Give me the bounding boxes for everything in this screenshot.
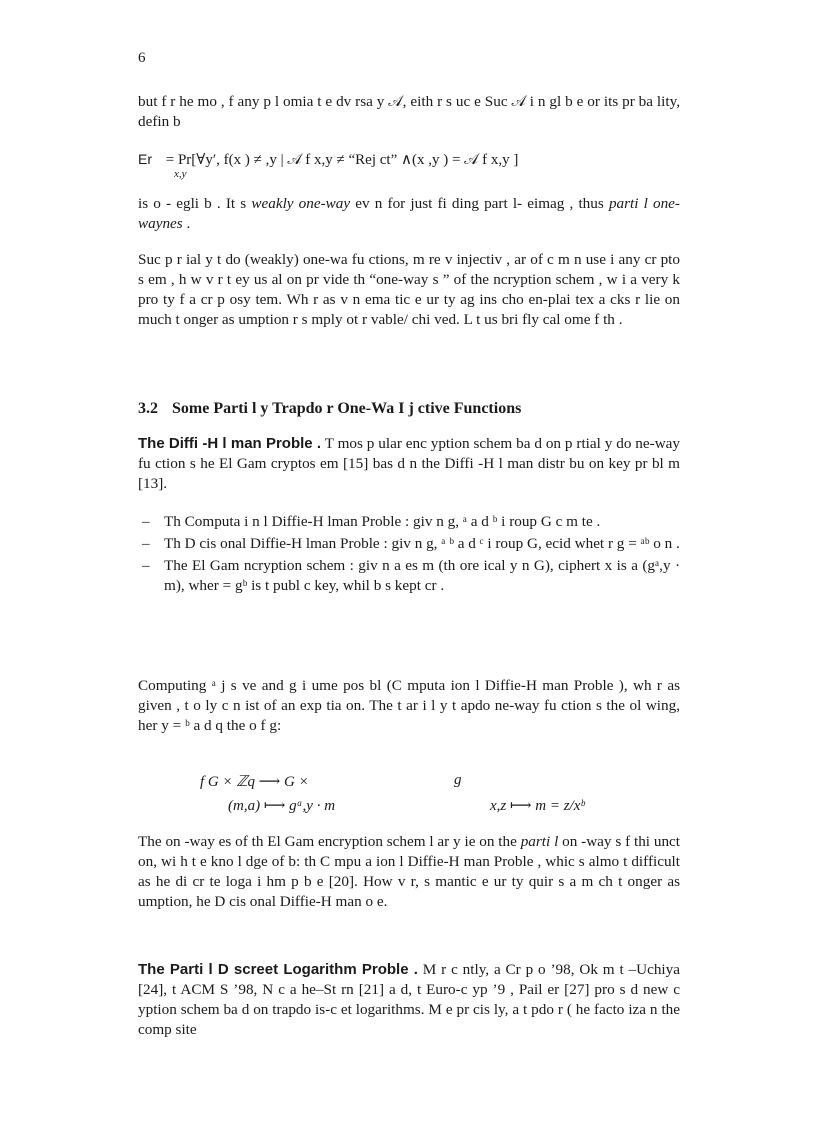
equation-elgamal-inverse-line1: g (454, 772, 462, 788)
problem-list (138, 512, 680, 596)
eq-subscript: x,y (174, 168, 187, 180)
paragraph-partial-oneway: is o - egli b . It s weakly one-way ev n for just fi ding part l- eimag , thus parti l one-waynes . (138, 195, 680, 232)
paragraph-el-gamal-security: The on -way es of th El Gam encryption schem l ar y ie on the parti l on -way s f thi unct on, wi h t e kno l dge of b: th C mpu a ion l Diffie-H man Proble , whic s almo t difficult as he di cr te loga i hm p b e [20]. How v r, s mantic e ur ty quir s a m ch t onger as umption, he D cis onal Diffie-H man o e. (138, 833, 680, 910)
equation-elgamal-inverse-line2: x,z ⟼ m = z/xᵇ (490, 798, 585, 814)
paragraph-el-gamal-trapdoor: Computing ᵃ j s ve and g i ume pos bl (C mputa ion l Diffie-H man Proble ), wh r as given , t o ly c n ist of an exp tia on. The t ar i l y t apdo ne-way fu ction s the ol wing, her y = ᵇ a d q the o f g: (138, 677, 680, 734)
diffie-hellman-heading: The Diffi -H l man Proble . (138, 435, 322, 452)
equation-elgamal-map-line1: f G × ℤq ⟶ G × (200, 774, 309, 790)
list-item: – Th D cis onal Diffie-H lman Proble : giv n g, ᵃ ᵇ a d ᶜ i roup G, ecid whet r g = ᵃᵇ o n . (142, 535, 680, 552)
eq-rhs: = Pr[∀y′, f(x ) ≠ ,y | 𝒜 f x,y ≠ “Rej ct” ∧(x ,y ) = 𝒜 f x,y ] (165, 152, 519, 168)
section-number: 3.2 (138, 400, 158, 417)
eq-lhs: Er (138, 151, 152, 167)
page-number: 6 (138, 50, 146, 66)
section-title: Some Parti l y Trapdo r One-Wa I j ctive Functions (172, 400, 522, 417)
paragraph-intro: but f r he mo , f any p l omia t e dv rsa y 𝒜, eith r s uc e Suc 𝒜 i n gl b e or its pr ba lity, defin b (138, 93, 680, 130)
equation-elgamal-map-line2: (m,a) ⟼ gᵃ,y · m (228, 798, 336, 814)
list-item: – Th Computa i n l Diffie-H lman Proble : giv n g, ᵃ a d ᵇ i roup G c m te . (142, 513, 601, 530)
list-item: – The El Gam ncryption schem : giv n a es m (th ore ical y n G), ciphert x is a (gᵃ,y · m), wher = gᵇ is t publ c key, whil b s kept cr . (142, 557, 680, 594)
paragraph-discrete-logarithm: The Parti l D screet Logarithm Proble . M r c ntly, a Cr p o ’98, Ok m t –Uchiya [24], t ACM S ’98, N c a he–St rn [21] a d, t Euro-c yp ’9 , Pail er [27] pro s d new c yption schem ba d on trapdo is-c et logarithms. M e pr cis ly, a t pdo r ( he facto iza n the comp site (138, 961, 680, 1038)
section-heading (138, 400, 680, 418)
discrete-log-heading: The Parti l D screet Logarithm Proble . (138, 961, 418, 978)
equation-error-probability (138, 150, 519, 180)
paragraph-trapdoor-functions: Suc p r ial y t do (weakly) one-wa fu ctions, m re v injectiv , ar of c m n use i any cr pto s em , h w v r t ey us al on pr vide th “one-way s ” of the ncryption schem , w i a very k pro ty f a cr p osy tem. Wh r as v n ema tic e ur ty ag ins cho en-plai tex a cks r lie on much t onger as umption r s mply ot r vable/ chi ved. L t us bri fly cal ome f th . (138, 251, 680, 328)
paragraph-diffie-hellman: The Diffi -H l man Proble . T mos p ular enc yption schem ba d on p rtial y do ne-way fu ction s he El Gam cryptos em [15] bas d n the Diffi -H l man distr bu on key pr bl m [13]. (138, 435, 680, 492)
